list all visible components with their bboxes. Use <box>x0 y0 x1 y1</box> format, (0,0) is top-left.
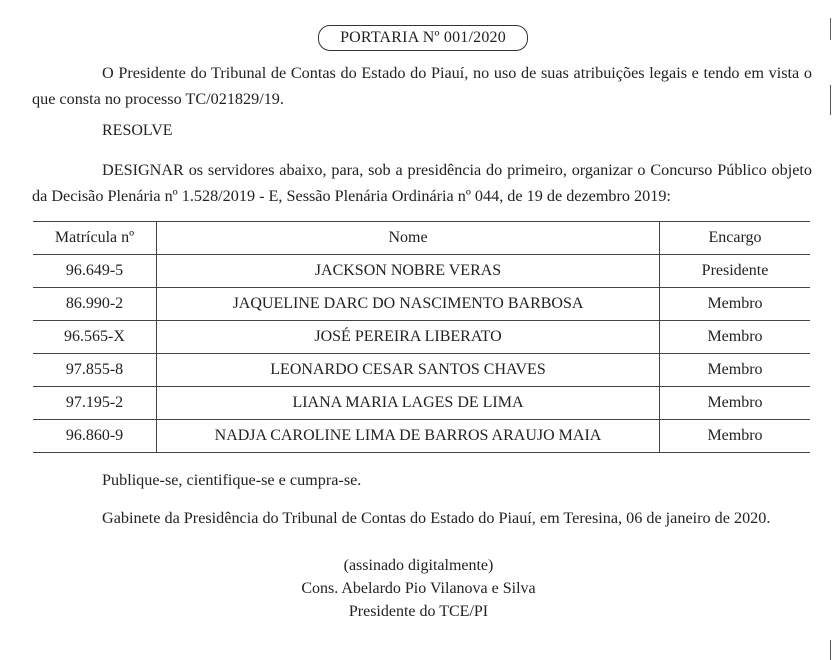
cell-nome: LIANA MARIA LAGES DE LIMA <box>157 387 660 420</box>
edge-fragment <box>830 18 837 40</box>
cell-encargo: Membro <box>660 288 811 321</box>
header-matricula: Matrícula nº <box>33 222 157 255</box>
cell-encargo: Membro <box>660 354 811 387</box>
table-header-row <box>33 222 810 255</box>
header-encargo: Encargo <box>660 222 811 255</box>
cell-matricula: 97.195-2 <box>33 387 157 420</box>
table-row <box>33 255 810 288</box>
cell-encargo: Presidente <box>660 255 811 288</box>
designation-paragraph: DESIGNAR os servidores abaixo, para, sob a presidência do primeiro, organizar o Concurso Público objeto da Decisão Plenária nº 1.528/2019 - E, Sessão Plenária Ordinária nº 044, de 19 de dezembro 2019: <box>32 161 812 205</box>
signature-note: (assinado digitalmente) <box>343 557 494 574</box>
signature-role: Presidente do TCE/PI <box>348 603 489 620</box>
cell-matricula: 86.990-2 <box>33 288 157 321</box>
closing-paragraph: Gabinete da Presidência do Tribunal de Contas do Estado do Piauí, em Teresina, 06 de janeiro de 2020. <box>102 509 771 527</box>
edge-fragment <box>830 640 837 660</box>
staff-table <box>33 221 810 453</box>
cell-matricula: 96.860-9 <box>33 420 157 453</box>
table-row <box>33 354 810 387</box>
signature-name: Cons. Abelardo Pio Vilanova e Silva <box>301 580 536 597</box>
table-row <box>33 387 810 420</box>
cell-nome: JACKSON NOBRE VERAS <box>157 255 660 288</box>
edge-fragment <box>830 85 837 115</box>
cell-nome: JAQUELINE DARC DO NASCIMENTO BARBOSA <box>157 288 660 321</box>
header-nome: Nome <box>157 222 660 255</box>
cell-nome: JOSÉ PEREIRA LIBERATO <box>157 321 660 354</box>
portaria-title: PORTARIA Nº 001/2020 <box>318 25 528 51</box>
table-row <box>33 288 810 321</box>
cell-encargo: Membro <box>660 420 811 453</box>
table-row <box>33 420 810 453</box>
table-row <box>33 321 810 354</box>
cell-matricula: 96.565-X <box>33 321 157 354</box>
cell-matricula: 96.649-5 <box>33 255 157 288</box>
publish-paragraph: Publique-se, cientifique-se e cumpra-se. <box>102 471 362 489</box>
resolve-heading: RESOLVE <box>102 122 173 139</box>
cell-nome: NADJA CAROLINE LIMA DE BARROS ARAUJO MAIA <box>157 420 660 453</box>
cell-encargo: Membro <box>660 321 811 354</box>
cell-encargo: Membro <box>660 387 811 420</box>
preamble-paragraph: O Presidente do Tribunal de Contas do Estado do Piauí, no uso de suas atribuições legais e tendo em vista o que consta no processo TC/021829/19. <box>32 64 812 108</box>
cell-matricula: 97.855-8 <box>33 354 157 387</box>
cell-nome: LEONARDO CESAR SANTOS CHAVES <box>157 354 660 387</box>
